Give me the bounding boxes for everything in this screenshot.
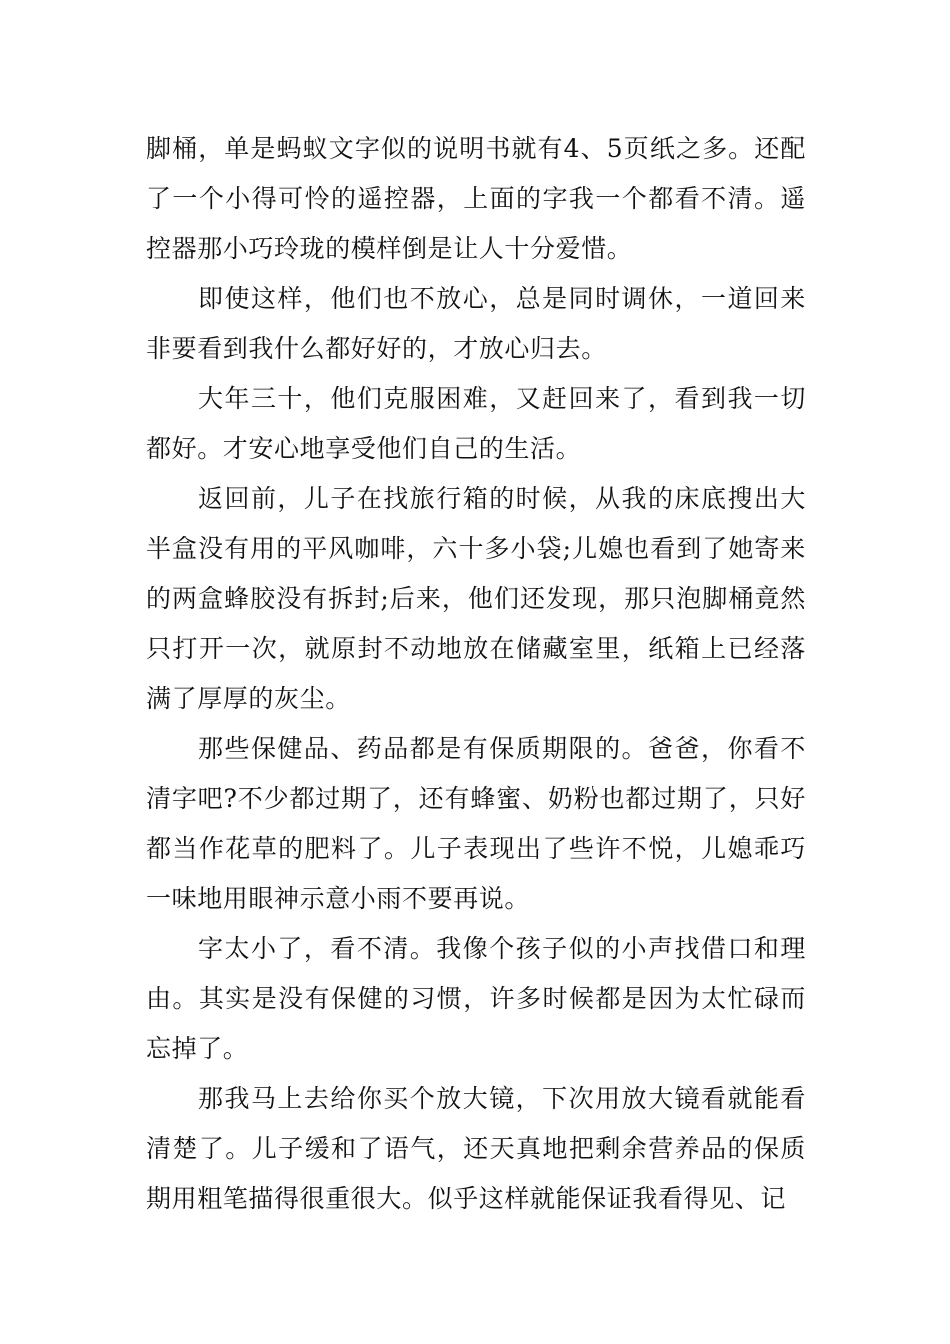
- document-page: [146, 124, 806, 1224]
- paragraph: 字太小了，看不清。我像个孩子似的小声找借口和理由。其实是没有保健的习惯，许多时候都是因为太忙碌而忘掉了。: [146, 934, 806, 1063]
- paragraph: 那我马上去给你买个放大镜，下次用放大镜看就能看清楚了。儿子缓和了语气，还天真地把剩余营养品的保质期用粗笔描得很重很大。似乎这样就能保证我看得见、记: [146, 1084, 806, 1213]
- paragraph: 大年三十，他们克服困难，又赶回来了，看到我一切都好。才安心地享受他们自己的生活。: [146, 384, 806, 463]
- paragraph: 那些保健品、药品都是有保质期限的。爸爸，你看不清字吧?不少都过期了，还有蜂蜜、奶粉也都过期了，只好都当作花草的肥料了。儿子表现出了些许不悦，儿媳乖巧一味地用眼神示意小雨不要再说。: [146, 734, 806, 913]
- paragraph: 即使这样，他们也不放心，总是同时调休，一道回来非要看到我什么都好好的，才放心归去。: [146, 284, 806, 363]
- paragraph: 返回前，儿子在找旅行箱的时候，从我的床底搜出大半盒没有用的平风咖啡，六十多小袋;儿媳也看到了她寄来的两盒蜂胶没有拆封;后来，他们还发现，那只泡脚桶竟然只打开一次，就原封不动地放在储藏室里，纸箱上已经落满了厚厚的灰尘。: [146, 484, 806, 713]
- paragraph-continuation: 脚桶，单是蚂蚁文字似的说明书就有4、5页纸之多。还配了一个小得可怜的遥控器，上面的字我一个都看不清。遥控器那小巧玲珑的模样倒是让人十分爱惜。: [146, 134, 806, 263]
